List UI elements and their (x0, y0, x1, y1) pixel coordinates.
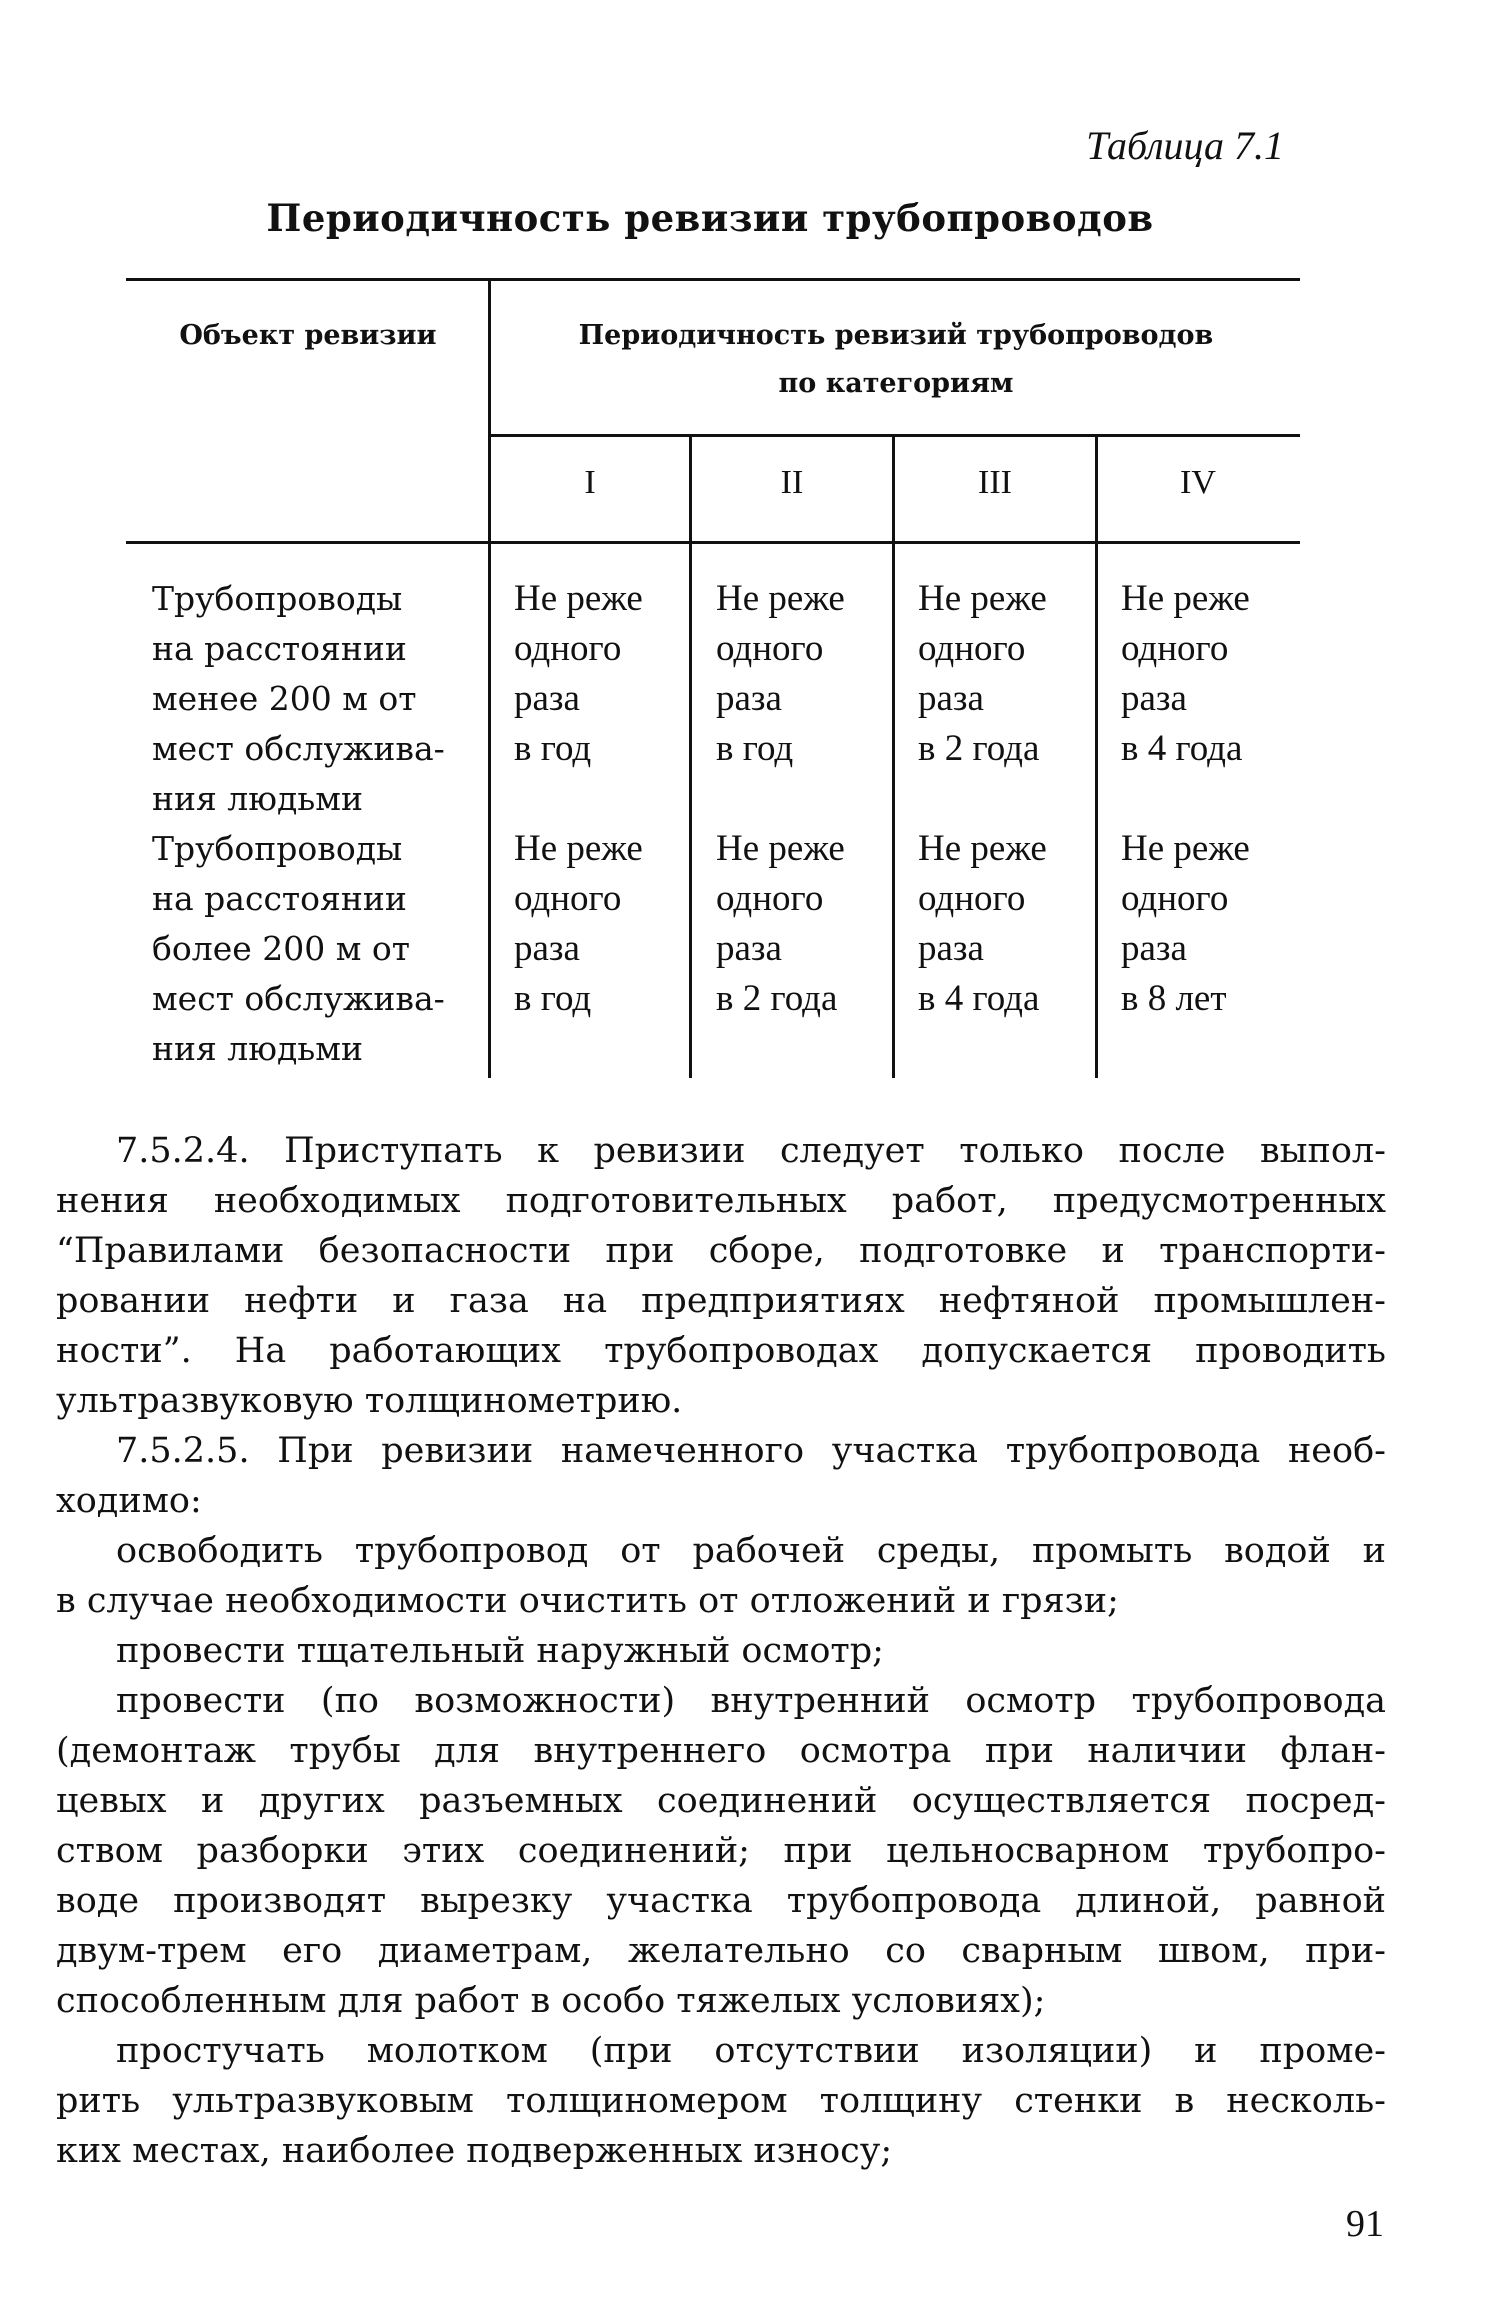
row-1-cat-2: Не реже одного раза в год (716, 578, 845, 769)
text-line: ходимо: (56, 1481, 202, 1521)
text-line: цевых и других разъемных соединений осуществляется посред- (56, 1781, 1386, 1821)
page-number: 91 (1346, 2203, 1384, 2245)
table-label: Таблица 7.1 (1086, 123, 1284, 168)
row-1-cat-1: Не реже одного раза в год (514, 578, 643, 769)
text-line: 7.5.2.4. Приступать к ревизии следует только после выпол- (116, 1131, 1386, 1171)
paragraph-7-5-2-4 (56, 1126, 1386, 1426)
text-line: воде производят вырезку участка трубопровода длиной, равной (56, 1881, 1386, 1921)
category-label-3: III (978, 464, 1012, 501)
text-line: нения необходимых подготовительных работ, предусмотренных (56, 1181, 1386, 1221)
row-2-cat-1: Не реже одного раза в год (514, 828, 643, 1019)
row-1-object: Трубопроводы на расстоянии менее 200 м от мест обслужива- ния людьми (152, 579, 445, 818)
header-bottom-rule (126, 541, 1300, 544)
list-item-release-pipeline (56, 1526, 1386, 1626)
text-line: провести тщательный наружный осмотр; (116, 1631, 884, 1671)
category-label-2: II (780, 464, 804, 501)
category-label-4: IV (1180, 464, 1216, 501)
header-periodicity-line1: Периодичность ревизий трубопроводов (578, 320, 1214, 351)
text-line: простучать молотком (при отсутствии изоляции) и проме- (116, 2031, 1386, 2071)
text-line: рить ультразвуковым толщиномером толщину стенки в несколь- (56, 2081, 1386, 2121)
text-line: ровании нефти и газа на предприятиях нефтяной промышлен- (56, 1281, 1386, 1321)
list-item-internal-inspection (56, 1676, 1386, 2026)
text-line: “Правилами безопасности при сборе, подготовке и транспорти- (56, 1231, 1386, 1271)
row-1-cat-3: Не реже одного раза в 2 года (918, 578, 1047, 769)
column-divider-cat-3 (1095, 434, 1098, 1078)
text-line: в случае необходимости очистить от отложений и грязи; (56, 1581, 1119, 1621)
header-periodicity-line2: по категориям (778, 368, 1014, 399)
row-2-cat-2: Не реже одного раза в 2 года (716, 828, 845, 1019)
row-2-object: Трубопроводы на расстоянии более 200 м от мест обслужива- ния людьми (152, 829, 445, 1068)
text-line: освободить трубопровод от рабочей среды, промыть водой и (116, 1531, 1386, 1571)
list-item-external-inspection (56, 1626, 1386, 1676)
text-line: ких местах, наиболее подверженных износу; (56, 2131, 893, 2171)
text-line: двум-трем его диаметрам, желательно со сварным швом, при- (56, 1931, 1386, 1971)
text-line: провести (по возможности) внутренний осмотр трубопровода (116, 1681, 1386, 1721)
row-1-cat-4: Не реже одного раза в 4 года (1121, 578, 1250, 769)
header-object: Объект ревизии (179, 320, 437, 351)
text-line: (демонтаж трубы для внутреннего осмотра при наличии флан- (56, 1731, 1386, 1771)
category-label-1: I (584, 464, 596, 501)
header-category-rule (490, 434, 1300, 437)
text-line: 7.5.2.5. При ревизии намеченного участка трубопровода необ- (116, 1431, 1386, 1471)
table-title: Периодичность ревизии трубопроводов (266, 196, 1154, 240)
text-line: ультразвуковую толщинометрию. (56, 1381, 683, 1421)
column-divider-object (488, 278, 491, 1078)
list-item-tap-and-measure (56, 2026, 1386, 2176)
text-line: ности”. На работающих трубопроводах допускается проводить (56, 1331, 1386, 1371)
row-2-cat-3: Не реже одного раза в 4 года (918, 828, 1047, 1019)
column-divider-cat-2 (892, 434, 895, 1078)
row-2-cat-4: Не реже одного раза в 8 лет (1121, 828, 1250, 1019)
column-divider-cat-1 (689, 434, 692, 1078)
text-line: ством разборки этих соединений; при цельносварном трубопро- (56, 1831, 1386, 1871)
paragraph-7-5-2-5 (56, 1426, 1386, 1526)
text-line: способленным для работ в особо тяжелых условиях); (56, 1981, 1046, 2021)
table-top-rule (126, 278, 1300, 281)
